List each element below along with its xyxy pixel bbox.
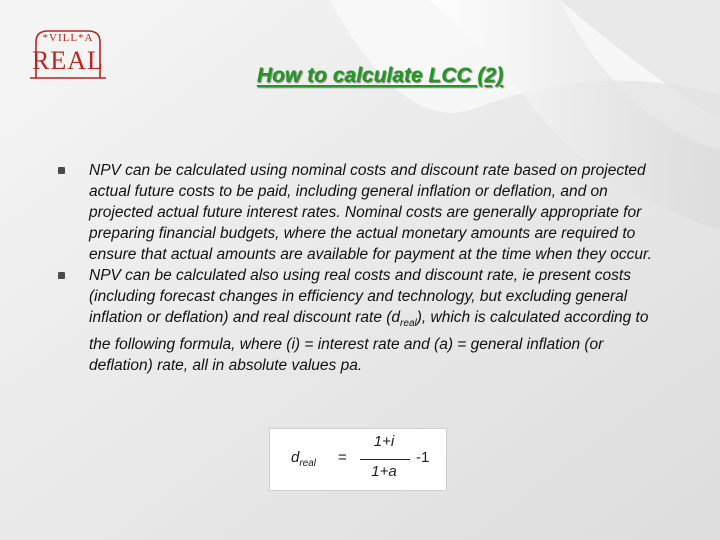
square-bullet-icon	[58, 272, 65, 279]
formula-tail: -1	[416, 449, 430, 466]
bullet-list	[58, 160, 670, 376]
slide-title: How to calculate LCC (2)	[256, 64, 504, 87]
formula-equals: =	[338, 449, 347, 466]
bullet-text-before: NPV can be calculated also using real costs and discount rate, ie present costs (including forecast changes in efficiency and technology, but excluding general inflation or deflation) and real discount rate (d	[89, 267, 631, 326]
logo-top-text: *VILL*A	[42, 32, 94, 44]
square-bullet-icon	[58, 167, 65, 174]
bullet-item-real	[58, 265, 670, 376]
villa-real-logo	[26, 28, 110, 82]
fraction-bar	[360, 459, 410, 460]
bullet-item-nominal	[58, 160, 670, 265]
formula-lhs	[291, 449, 316, 469]
logo-main-text: REAL	[32, 46, 104, 75]
formula-numerator: 1+i	[373, 433, 395, 450]
bullet-text: NPV can be calculated using nominal costs and discount rate based on projected actual future costs to be paid, including general inflation or deflation, and on projected actual future interest rates. Nominal costs are generally appropriate for preparing financial budgets, where the actual monetary amounts are required to ensure that actual amounts are available for payment at the time when they occur.	[89, 162, 652, 263]
formula-denominator: 1+a	[371, 463, 397, 480]
subscript-real: real	[400, 318, 417, 330]
bullet-text-after: ), which is calculated according to the following formula, where (i) = interest rate and (a) = general inflation (or deflation) rate, all in absolute values pa.	[89, 309, 649, 375]
formula-lhs-subscript: real	[299, 458, 317, 469]
formula-box	[269, 428, 447, 491]
formula-lhs-symbol: d	[291, 449, 300, 466]
